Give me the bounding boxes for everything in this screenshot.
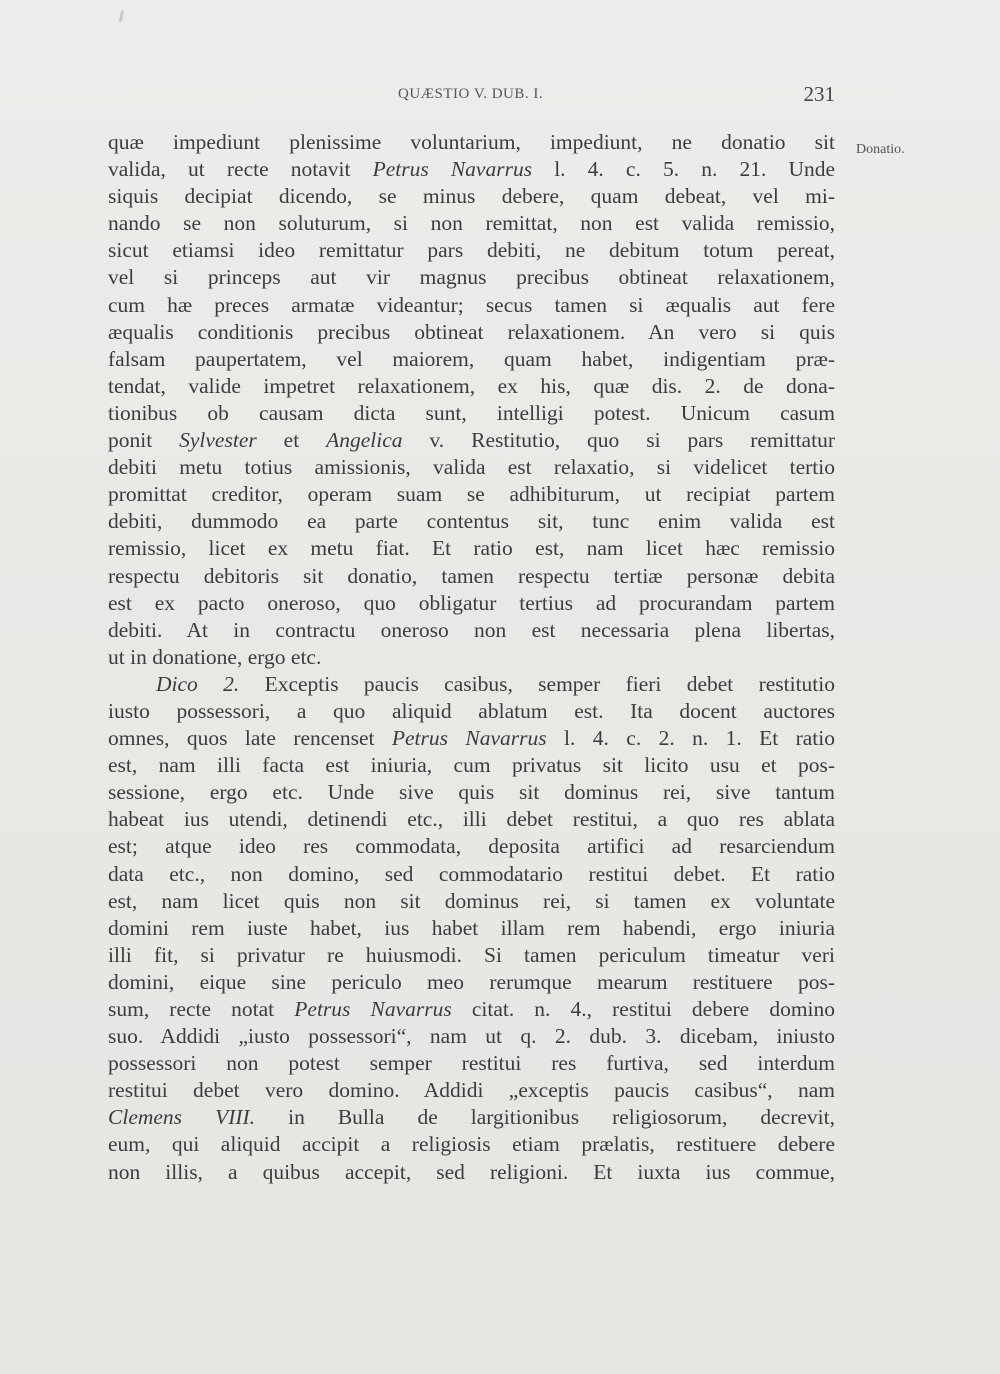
text-run: l. 4. c. 5. n. 21. Unde	[532, 157, 836, 182]
text-line	[108, 1050, 835, 1077]
text-line	[108, 319, 835, 346]
text-run: tionibus ob causam dicta sunt, intelligi potest. Unicum casum	[108, 400, 835, 425]
page-number: 231	[803, 82, 835, 106]
italic-reference: Sylvester	[179, 428, 257, 453]
text-run: est ex pacto oneroso, quo obligatur tertius ad procurandam partem	[108, 590, 835, 615]
text-line	[108, 210, 835, 237]
text-run: siquis decipiat dicendo, se minus debere, quam debeat, vel mi-	[108, 184, 835, 209]
italic-reference: Dico 2.	[156, 671, 240, 696]
text-line	[108, 806, 835, 833]
page-header	[108, 82, 835, 110]
text-run: iusto possessori, a quo aliquid ablatum est. Ita docent auctores	[108, 698, 835, 723]
text-line	[108, 400, 835, 427]
text-run: quæ impediunt plenissime voluntarium, impediunt, ne donatio sit	[108, 130, 835, 154]
text-line	[108, 183, 835, 210]
text-run: suo. Addidi „iusto possessori“, nam ut q. 2. dub. 3. dicebam, iniusto	[108, 1024, 835, 1049]
text-run: possessori non potest semper restitui res furtiva, sed interdum	[108, 1051, 835, 1076]
text-run: valida, ut recte notavit	[108, 157, 373, 182]
text-run: eum, qui aliquid accipit a religiosis etiam prælatis, restituere debere	[108, 1132, 835, 1157]
text-run: promittat creditor, operam suam se adhibiturum, ut recipiat partem	[108, 482, 835, 507]
text-run: omnes, quos late rencenset	[108, 726, 392, 751]
text-line	[108, 888, 835, 915]
text-line	[108, 1077, 835, 1104]
text-run: æqualis conditionis precibus obtineat relaxationem. An vero si quis	[108, 319, 835, 344]
text-line	[108, 1023, 835, 1050]
text-run: falsam paupertatem, vel maiorem, quam habet, indigentiam præ-	[108, 346, 835, 371]
text-run: domini rem iuste habet, ius habet illam rem habendi, ergo iniuria	[108, 915, 835, 940]
text-line	[108, 590, 835, 617]
text-run: illi fit, si privatur re huiusmodi. Si tamen periculum timeatur veri	[108, 942, 835, 967]
text-run: et	[256, 428, 327, 453]
text-run: vel si princeps aut vir magnus precibus obtineat relaxationem,	[108, 265, 835, 290]
text-run: remissio, licet ex metu fiat. Et ratio est, nam licet hæc remissio	[108, 536, 835, 561]
text-line	[108, 969, 835, 996]
text-line	[108, 373, 835, 400]
italic-reference: Petrus Navarrus	[372, 157, 533, 182]
italic-reference: Angelica	[326, 428, 403, 453]
text-run: habeat ius utendi, detinendi etc., illi debet restitui, a quo res ablata	[108, 807, 835, 832]
running-head: QUÆSTIO V. DUB. I.	[398, 86, 544, 102]
text-run: sum, recte notat	[108, 997, 295, 1021]
text-line	[108, 346, 835, 373]
text-line	[108, 915, 835, 942]
italic-reference: Clemens VIII.	[108, 1105, 256, 1130]
text-run: est, nam licet quis non sit dominus rei, si tamen ex voluntate	[108, 888, 835, 913]
text-run: restitui debet vero domino. Addidi „exceptis paucis casibus“, nam	[108, 1078, 835, 1103]
text-run: l. 4. c. 2. n. 1. Et ratio	[546, 726, 835, 751]
text-line	[108, 861, 835, 888]
text-line	[108, 698, 835, 725]
text-line	[108, 454, 835, 481]
text-run: tendat, valide impetret relaxationem, ex his, quæ dis. 2. de dona-	[108, 373, 835, 398]
text-line	[108, 1131, 835, 1158]
text-run: respectu debitoris sit donatio, tamen respectu tertiæ personæ debita	[108, 563, 835, 588]
text-line	[108, 427, 835, 454]
text-run: Exceptis paucis casibus, semper fieri debet restitutio	[239, 671, 836, 696]
italic-reference: Petrus Navarrus	[391, 726, 547, 751]
text-run: sessione, ergo etc. Unde sive quis sit dominus rei, sive tantum	[108, 780, 835, 805]
text-line	[108, 725, 835, 752]
text-run: ut in donatione, ergo etc.	[108, 644, 322, 669]
text-run: v. Restitutio, quo si pars remittatur	[402, 428, 835, 453]
text-line	[108, 563, 835, 590]
text-line	[108, 129, 835, 156]
text-line	[108, 671, 835, 698]
text-run: debiti, dummodo ea parte contentus sit, tunc enim valida est	[108, 509, 835, 534]
text-line	[108, 508, 835, 535]
text-run: sicut etiamsi ideo remittatur pars debiti, ne debitum totum pereat,	[108, 238, 835, 263]
text-line	[108, 942, 835, 969]
italic-reference: Petrus Navarrus	[294, 997, 452, 1021]
text-line	[108, 833, 835, 860]
text-line	[108, 996, 835, 1023]
text-run: domini, eique sine periculo meo rerumque mearum restituere pos-	[108, 969, 835, 994]
text-run: est; atque ideo res commodata, deposita artifici ad resarciendum	[108, 834, 835, 859]
text-run: debiti. At in contractu oneroso non est necessaria plena libertas,	[108, 617, 835, 642]
text-run: est, nam illi facta est iniuria, cum privatus sit licito usu et pos-	[108, 753, 835, 778]
text-run: ponit	[108, 428, 180, 453]
text-line	[108, 644, 835, 671]
text-line	[108, 752, 835, 779]
text-line	[108, 1159, 835, 1186]
text-run: nando se non soluturum, si non remittat, non est valida remissio,	[108, 211, 835, 236]
margin-note: Donatio.	[856, 142, 905, 157]
text-run: data etc., non domino, sed commodatario restitui debet. Et ratio	[108, 861, 835, 886]
body-text	[108, 129, 835, 1186]
text-run: in Bulla de largitionibus religiosorum, decrevit,	[255, 1105, 835, 1130]
text-line	[108, 617, 835, 644]
text-run: cum hæ preces armatæ videantur; secus tamen si æqualis aut fere	[108, 292, 835, 317]
text-line	[108, 1104, 835, 1131]
text-line	[108, 237, 835, 264]
text-line	[108, 292, 835, 319]
text-run: non illis, a quibus accepit, sed religioni. Et iuxta ius commue,	[108, 1159, 835, 1184]
text-line	[108, 481, 835, 508]
text-line	[108, 779, 835, 806]
text-run: debiti metu totius amissionis, valida est relaxatio, si videlicet tertio	[108, 455, 835, 480]
text-line	[108, 535, 835, 562]
paper-speck	[119, 10, 124, 22]
text-run: citat. n. 4., restitui debere domino	[451, 997, 836, 1021]
text-line	[108, 156, 835, 183]
text-line	[108, 264, 835, 291]
